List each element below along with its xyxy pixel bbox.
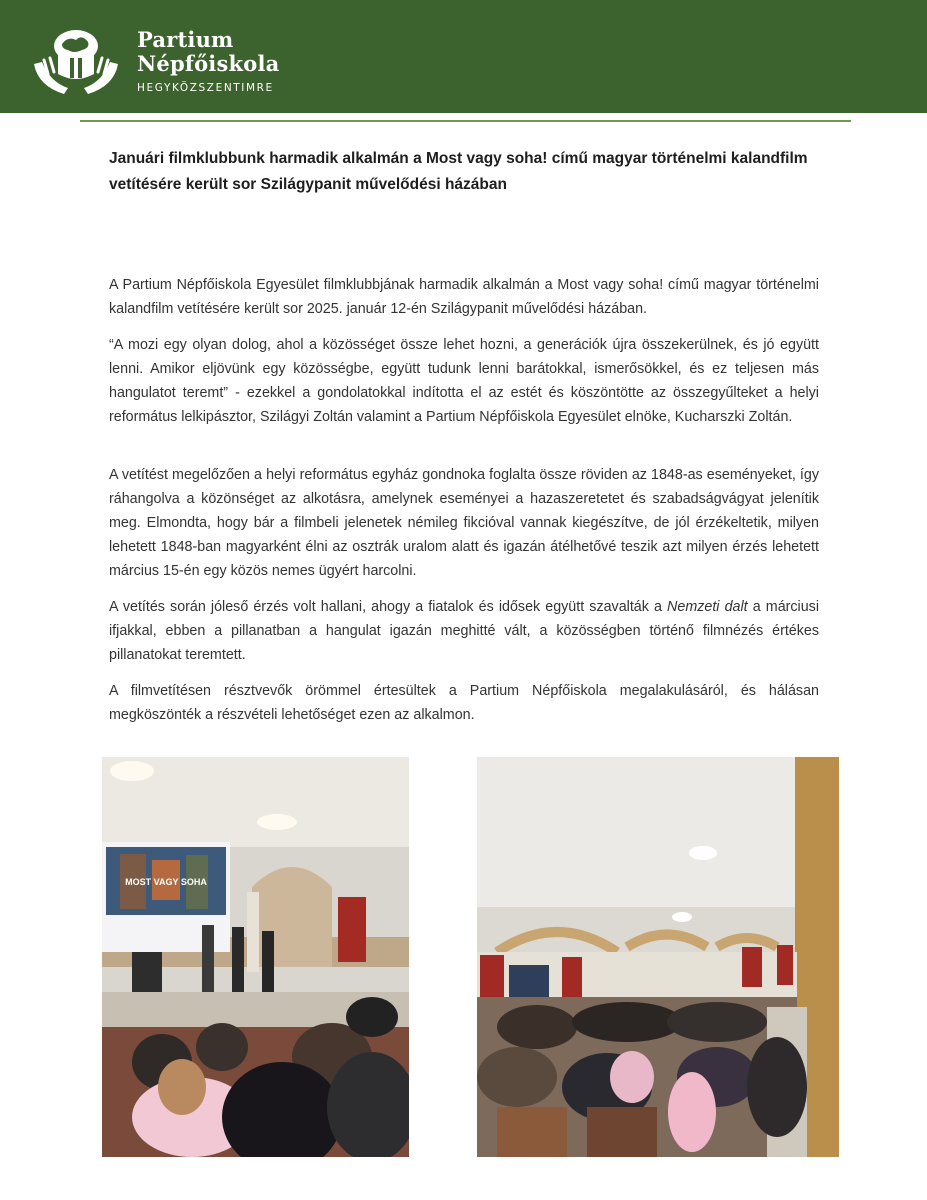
article-title: Januári filmklubbunk harmadik alkalmán a Most vagy soha! című magyar történelmi kalandfilm vetítésére került sor Szilágypanit művelődési házában xyxy=(109,150,808,193)
paragraph-quote: “A mozi egy olyan dolog, ahol a közösséget össze lehet hozni, a generációk újra összekerülnek, és jó együtt lenni. Amikor eljövünk egy közösségbe, együtt tudunk lenni barátokkal, ismerősökkel, és ez teljesen más hangulatot teremt” - ezekkel a gondolatokkal indította el az estét és köszöntötte az összegyűlteket a helyi református lelkipásztor, Szilágyi Zoltán valamint a Partium Népfőiskola Egyesület elnöke, Kucharszki Zoltán. xyxy=(109,337,819,425)
event-photo-audience xyxy=(477,757,839,1157)
photo-right-image xyxy=(477,757,839,1157)
brand-name-line1: Partium xyxy=(137,27,234,52)
brand-block xyxy=(137,28,279,94)
event-photo-screening-hall xyxy=(102,757,409,1157)
article-body xyxy=(109,273,819,739)
brand-location: HEGYKÖZSZENTIMRE xyxy=(137,82,274,94)
paragraph-history: A vetítést megelőzően a helyi református egyház gondnoka foglalta össze röviden az 1848-as eseményeket, így ráhangolva a közönséget az alkotásra, amelynek eseményei a hazaszeretetet és szabadságvágyat jelenítik meg. Elmondta, hogy bár a filmbeli jelenetek némileg fikcióval vannak kiegészítve, de jól érzékeltetik, milyen lehetett 1848-ban magyarként élni az osztrák uralom alatt és igazán átélhetővé teszik azt milyen érzés lehetett március 15-én egy közös nemes ügyért harcolni. xyxy=(109,467,819,579)
partium-logo-icon xyxy=(28,20,124,104)
page-header xyxy=(0,0,927,113)
recital-text-before: A vetítés során jóleső érzés volt hallani, ahogy a fiatalok és idősek együtt szavalták a xyxy=(109,599,668,615)
photo-left-image xyxy=(102,757,409,1157)
brand-name-line2: Népfőiskola xyxy=(137,51,280,76)
poem-title: Nemzeti dalt xyxy=(667,599,748,615)
paragraph-recital xyxy=(109,595,819,667)
paragraph-closing: A filmvetítésen résztvevők örömmel értesültek a Partium Népfőiskola megalakulásáról, és hálásan megköszönték a részvételi lehetőséget ezen az alkalmon. xyxy=(109,683,819,723)
poster-title-text: MOST VAGY SOHA xyxy=(125,877,207,887)
paragraph-intro: A Partium Népfőiskola Egyesület filmklubbjának harmadik alkalmán a Most vagy soha! című magyar történelmi kalandfilm vetítésére került sor 2025. január 12-én Szilágypanit művelődési házában. xyxy=(109,277,819,317)
recital-text-after: a márciusi ifjakkal, ebben a pillanatban a hangulat igazán meghitté vált, a közösségben történő filmnézés értékes pillanatokat teremtett. xyxy=(109,599,820,663)
header-divider xyxy=(80,120,851,122)
